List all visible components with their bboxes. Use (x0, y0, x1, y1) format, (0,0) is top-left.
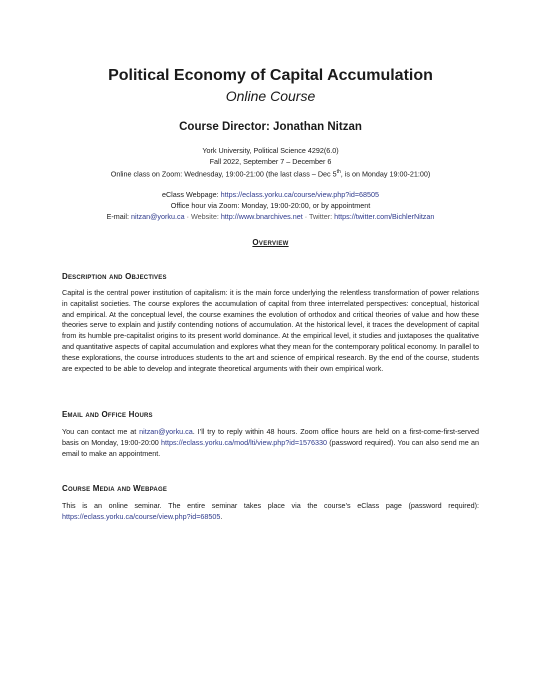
zoom-class-line (0, 167, 541, 179)
zoom-line-post: , is on Monday 19:00-21:00) (340, 169, 431, 179)
media-eclass-link[interactable]: https://eclass.yorku.ca/course/view.php?id=68505 (62, 511, 221, 521)
media-heading: Course Media and Webpage (62, 484, 168, 493)
eclass-label: eClass Webpage: (161, 190, 221, 199)
term-line: Fall 2022, September 7 – December 6 (209, 157, 332, 166)
description-heading: Description and Objectives (62, 272, 167, 281)
eclass-link[interactable]: https://eclass.yorku.ca/course/view.php?id=68505 (220, 190, 380, 199)
overview-heading: Overview (252, 238, 289, 247)
contact-line (0, 211, 541, 222)
email-hours-text-pre: You can contact me at (62, 427, 140, 436)
office-hours-zoom-link[interactable]: https://eclass.yorku.ca/mod/lti/view.php?id=1576330 (161, 437, 328, 447)
email-link[interactable]: nitzan@yorku.ca (130, 212, 185, 221)
zoom-line-pre: Online class on Zoom: Wednesday, 19:00-21:00 (the last class – Dec 5 (110, 169, 337, 179)
media-paragraph (62, 501, 479, 523)
email-hours-text-mid: . I’ll try to reply within 48 hours. Zoom office hours are held on a first-come-first-served basis on Monday, 19:00-20:00 (62, 427, 479, 447)
zoom-line-sup: th (336, 169, 341, 175)
email-hours-heading: Email and Office Hours (62, 410, 153, 419)
description-paragraph: Capital is the central power institution of capitalism: it is the main force underlying the relentless transformation of power relations in capitalist societies. The course explores the accumulation of capital from three interrelated perspectives: conceptual, historical and empirical. At the conceptual level, the course examines the evolution of orthodox and critical theories of value and how these theories serve to explain and justify contending notions of accumulation. At the historical level, it traces the development of capital from its humble pre-capitalist origins to its present world dominance. At the empirical level, it studies and juxtaposes the qualitative and quantitative aspects of capital accumulation and explores what they mean for the contemporary political economy. In parallel to these explorations, the course introduces students to the art and science of empirical research. By the end of the course, students are expected to be able to develop and integrate theoretical arguments with their own empirical work. (62, 288, 479, 373)
media-text-pre: This is an online seminar. The entire seminar takes place via the course’s eClass page (password required): (62, 501, 479, 510)
website-link[interactable]: http://www.bnarchives.net (220, 212, 303, 221)
email-hours-email-link[interactable]: nitzan@yorku.ca (139, 427, 193, 436)
eclass-line (0, 189, 541, 200)
email-hours-paragraph (62, 427, 479, 459)
twitter-label: · Twitter: (302, 212, 335, 221)
email-label: E-mail: (106, 212, 131, 221)
institution-line: York University, Political Science 4292(6.0) (202, 146, 339, 155)
course-title: Political Economy of Capital Accumulation (108, 67, 433, 84)
course-director: Course Director: Jonathan Nitzan (179, 121, 362, 133)
email-hours-text-post: (password required). You can also send me an email to make an appointment. (62, 437, 479, 458)
course-subtitle: Online Course (225, 88, 316, 104)
office-hour-line: Office hour via Zoom: Monday, 19:00-20:00, or by appointment (170, 201, 371, 210)
media-text-post: . (220, 511, 223, 521)
twitter-link[interactable]: https://twitter.com/BichlerNitzan (334, 212, 435, 221)
website-label: · Website: (184, 212, 221, 221)
